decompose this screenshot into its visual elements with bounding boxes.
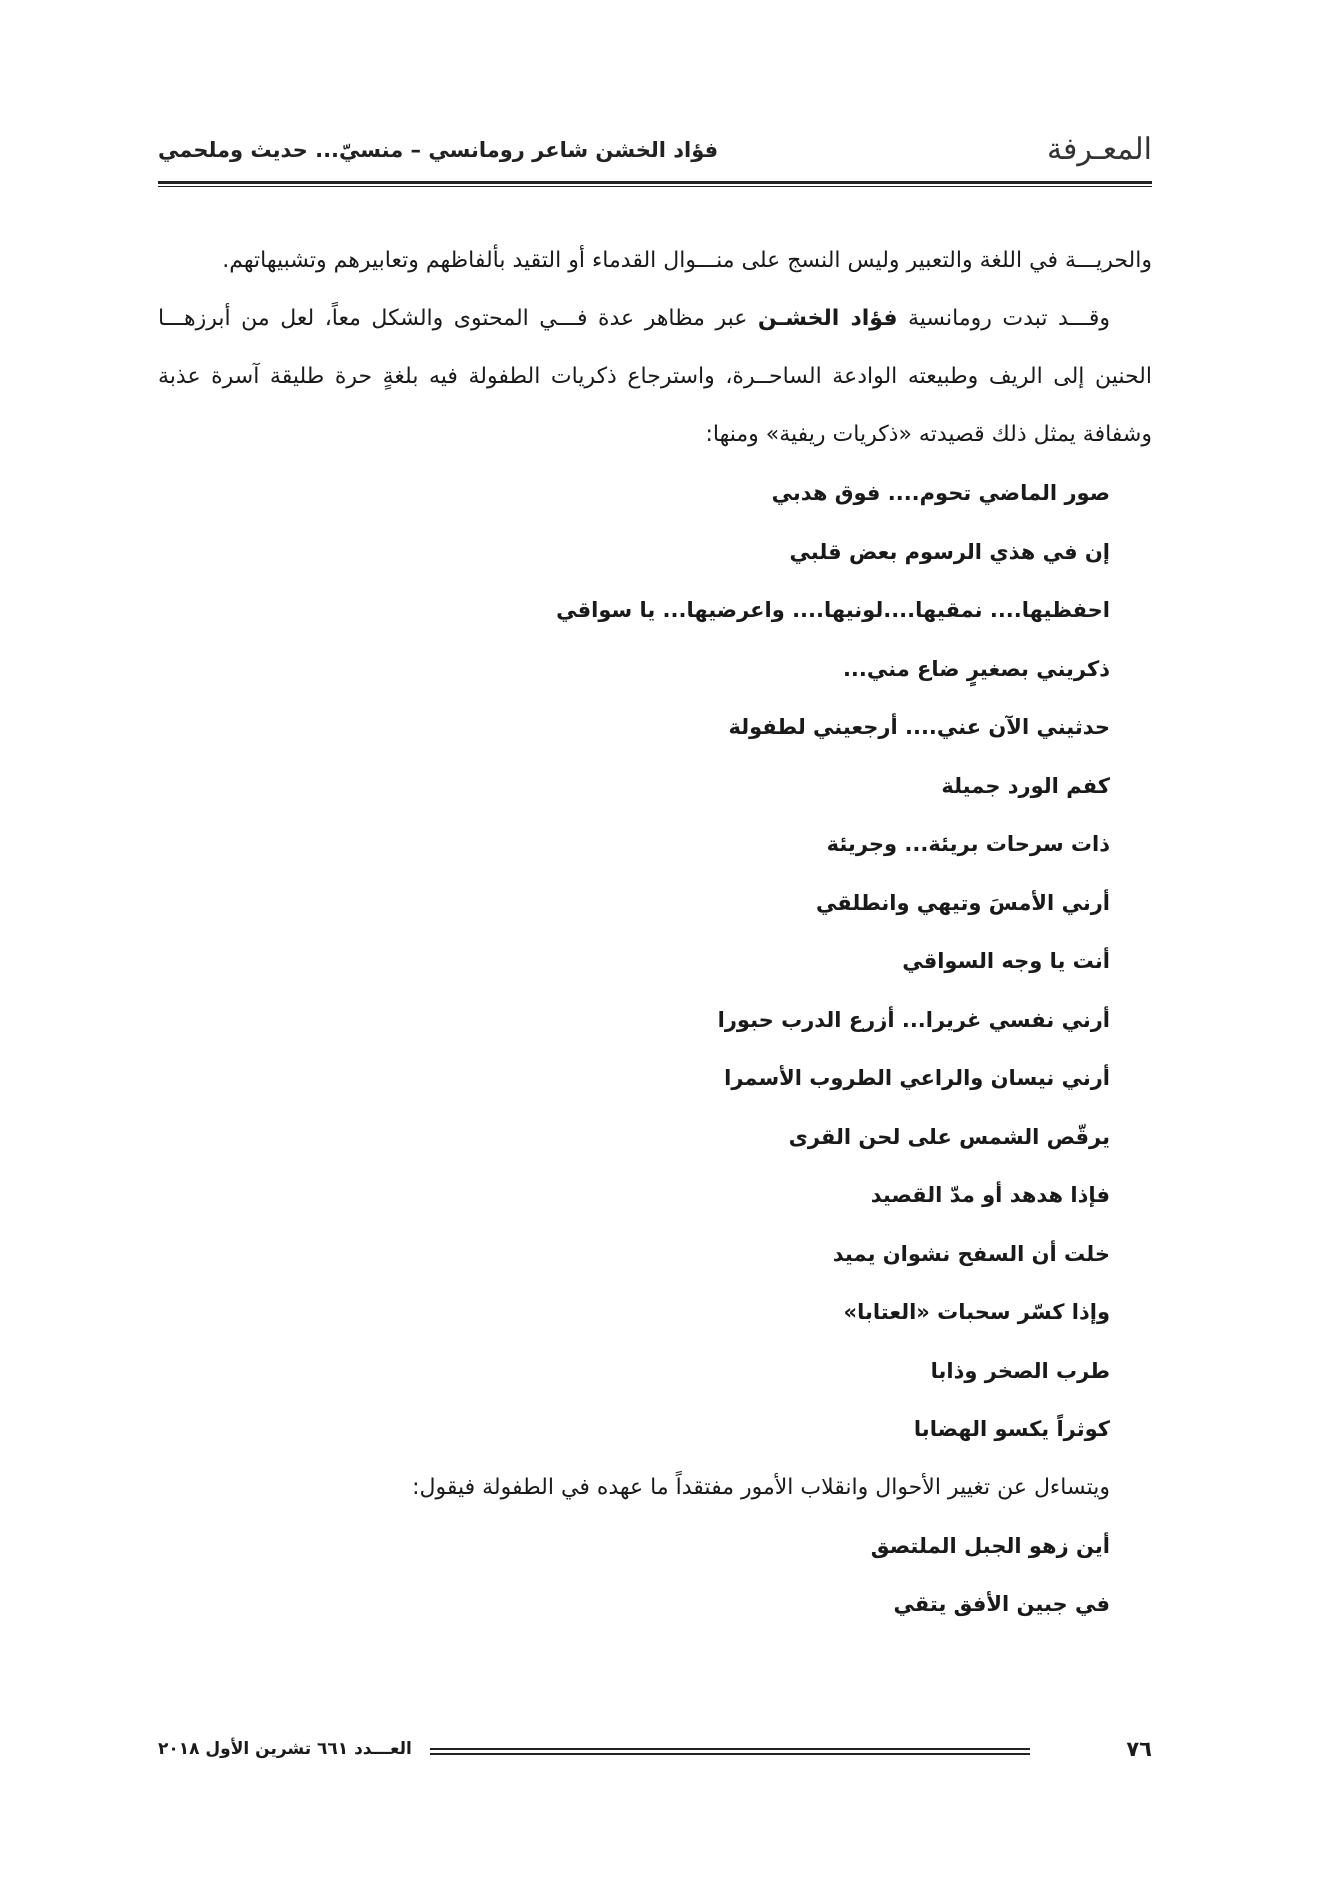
poem-verse: أرني نيسان والراعي الطروب الأسمرا: [724, 1066, 1110, 1090]
poem-verse: في جبين الأفق يتقي: [893, 1592, 1110, 1616]
poem-verse: كوثراً يكسو الهضابا: [913, 1417, 1110, 1441]
poem-verse: أرني نفسي غريرا... أزرع الدرب حبورا: [717, 1007, 1110, 1032]
poem-verse: أين زهو الجبل الملتصق: [870, 1533, 1110, 1558]
poem-verse: إن في هذي الرسوم بعض قلبي: [789, 539, 1110, 564]
poem-verse: أنت يا وجه السواقي: [902, 949, 1110, 973]
header-rule: [158, 181, 1152, 184]
footer-rule: [430, 1753, 1030, 1755]
poem-verse: حدثيني الآن عني.... أرجعيني لطفولة: [728, 715, 1110, 739]
poem-verse: يرقّص الشمس على لحن القرى: [788, 1124, 1110, 1149]
article-body: [158, 232, 1152, 1634]
poem-verse: كفم الورد جميلة: [941, 773, 1110, 798]
poem-verse: صور الماضي تحوم.... فوق هدبي: [771, 481, 1110, 505]
running-title: فؤاد الخشن شاعر رومانسي – منسيّ... حديث وملحمي: [158, 138, 719, 162]
poet-name: فؤاد الخشـن: [757, 306, 898, 331]
poem-verse: فإذا هدهد أو مدّ القصيد: [870, 1183, 1110, 1207]
poem-verse: وإذا كسّر سحبات «العتابا»: [843, 1300, 1110, 1324]
paragraph-question: ويتساءل عن تغيير الأحوال وانقلاب الأمور مفتقداً ما عهده في الطفولة فيقول:: [412, 1474, 1110, 1500]
page-number: ٧٦: [1126, 1737, 1152, 1761]
paragraph-romanticism: [158, 290, 1152, 464]
paragraph-text: وقـــد تبدت رومانسية: [897, 306, 1110, 331]
paragraph-intro: والحريـــة في اللغة والتعبير وليس النسج على منـــوال القدماء أو التقيد بألفاظهم وتعابيرهم وتشبيهاتهم.: [222, 248, 1152, 273]
paragraph-text: عبر مظاهر عدة فـــي المحتوى والشكل معاً، لعل من أبرزهـــا الحنين إلى الريف وطبيعته الوادعة الساحــرة، واسترجاع ذكريات الطفولة فيه بلغةٍ حرة طليقة آسرة عذبة وشفافة يمثل ذلك قصيدته «ذكريات ريفية» ومنها:: [158, 306, 1152, 447]
footer-rule: [430, 1748, 1030, 1750]
poem-excerpt-2: [158, 1517, 1152, 1634]
page-header: [158, 128, 1152, 176]
poem-verse: أرني الأمسَ وتيهي وانطلقي: [815, 890, 1110, 915]
header-rule-thin: [158, 186, 1152, 187]
poem-verse: خلت أن السفح نشوان يميد: [832, 1241, 1110, 1266]
poem-verse: ذكريني بصغيرٍ ضاع مني...: [842, 656, 1110, 681]
issue-info: العـــدد ٦٦١ تشرين الأول ٢٠١٨: [158, 1739, 412, 1759]
poem-verse: طرب الصخر وذابا: [930, 1358, 1110, 1383]
poem-verse: احفظيها.... نمقيها....لونيها.... واعرضيها... يا سواقي: [556, 598, 1110, 622]
poem-excerpt: [158, 464, 1152, 1459]
poem-verse: ذات سرحات بريئة... وجريئة: [826, 832, 1110, 856]
magazine-logo: المعـرفة: [1046, 132, 1152, 167]
